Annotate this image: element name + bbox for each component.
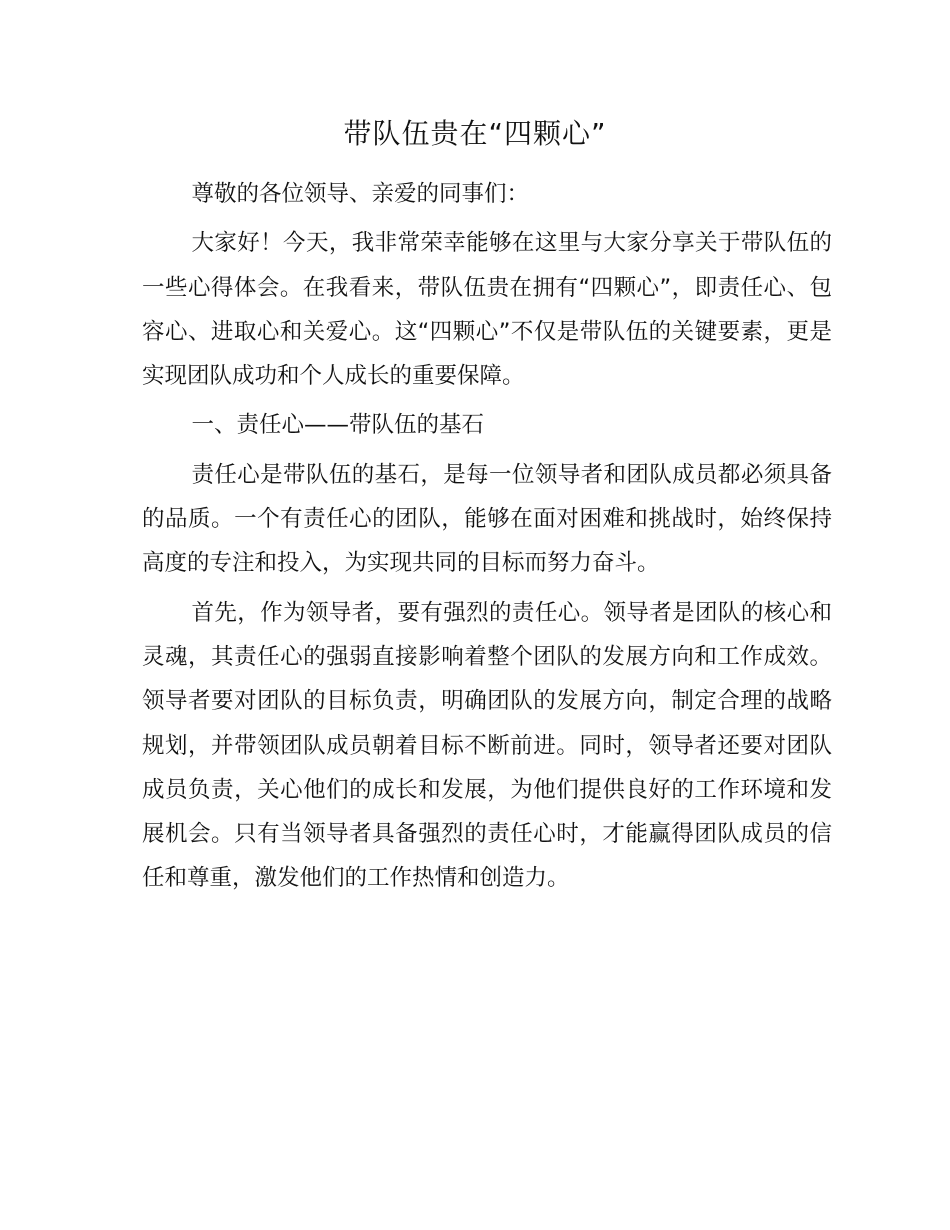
document-body: [142, 172, 832, 906]
page-title: 带队伍贵在“四颗心”: [343, 117, 607, 150]
body-paragraph: 首先，作为领导者，要有强烈的责任心。领导者是团队的核心和灵魂，其责任心的强弱直接影响着整个团队的发展方向和工作成效。领导者要对团队的目标负责，明确团队的发展方向，制定合理的战略规划，并带领团队成员朝着目标不断前进。同时，领导者还要对团队成员负责，关心他们的成长和发展，为他们提供良好的工作环境和发展机会。只有当领导者具备强烈的责任心时，才能赢得团队成员的信任和尊重，激发他们的工作热情和创造力。: [142, 599, 832, 892]
salutation-paragraph: 尊敬的各位领导、亲爱的同事们：: [191, 181, 530, 207]
intro-paragraph: 大家好！今天，我非常荣幸能够在这里与大家分享关于带队伍的一些心得体会。在我看来，带队伍贵在拥有“四颗心”，即责任心、包容心、进取心和关爱心。这“四颗心”不仅是带队伍的关键要素，更是实现团队成功和个人成长的重要保障。: [142, 230, 832, 390]
section-heading: 一、责任心——带队伍的基石: [191, 412, 485, 439]
body-paragraph: 责任心是带队伍的基石，是每一位领导者和团队成员都必须具备的品质。一个有责任心的团队，能够在面对困难和挑战时，始终保持高度的专注和投入，为实现共同的目标而努力奋斗。: [142, 461, 832, 577]
